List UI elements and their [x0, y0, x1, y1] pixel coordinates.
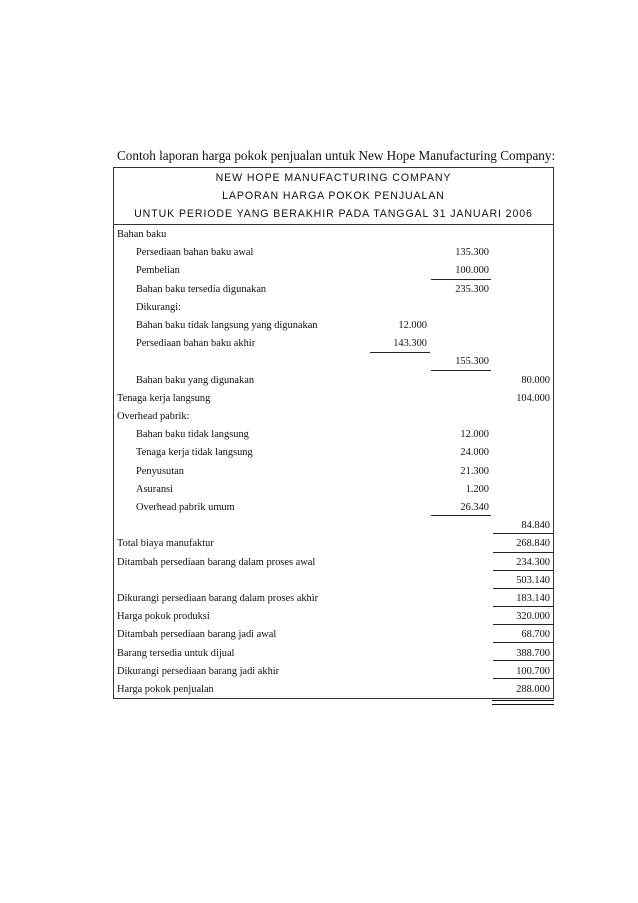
row-label: Bahan baku tersedia digunakan — [136, 283, 267, 295]
rule-line — [493, 606, 553, 607]
rule-line — [493, 624, 553, 625]
row-label: Penyusutan — [136, 465, 184, 477]
report-title: LAPORAN HARGA POKOK PENJUALAN — [222, 190, 445, 202]
report-period: UNTUK PERIODE YANG BERAKHIR PADA TANGGAL 31 JANUARI 2006 — [134, 208, 533, 220]
row-label: Asuransi — [136, 483, 173, 495]
row-value-c3: 80.000 — [521, 374, 550, 386]
row-label: Dikurangi persediaan barang jadi akhir — [117, 665, 280, 677]
row-value-c3: 104.000 — [516, 392, 550, 404]
caption: Contoh laporan harga pokok penjualan untuk New Hope Manufacturing Company: — [117, 148, 556, 163]
company-name: NEW HOPE MANUFACTURING COMPANY — [215, 172, 452, 184]
row-value-c2: 135.300 — [455, 247, 489, 259]
row-label: Ditambah persediaan barang dalam proses awal — [117, 556, 316, 568]
row-label: Harga pokok penjualan — [117, 684, 214, 695]
row-value-c2: 26.340 — [460, 502, 489, 513]
final-double-underline — [492, 700, 554, 705]
row-label: Overhead pabrik: — [117, 411, 190, 422]
row-label: Barang tersedia untuk dijual — [117, 647, 235, 659]
row-label: Pembelian — [136, 265, 180, 277]
row-value-c2: 155.300 — [455, 356, 489, 368]
rule-line — [431, 515, 491, 516]
row-value-c2: 21.300 — [460, 465, 489, 477]
row-label: Tenaga kerja langsung — [117, 392, 211, 404]
rule-line — [431, 279, 491, 280]
row-label: Bahan baku — [117, 229, 167, 240]
rule-line — [493, 570, 553, 571]
row-label: Dikurangi: — [136, 301, 182, 313]
row-value-c3: 503.140 — [516, 574, 550, 586]
row-value-c1: 12.000 — [398, 320, 427, 331]
row-value-c3: 183.140 — [516, 593, 550, 604]
row-value-c2: 100.000 — [455, 265, 489, 277]
row-value-c3: 320.000 — [516, 611, 550, 623]
report-box — [113, 167, 554, 699]
row-value-c3: 288.000 — [516, 684, 550, 695]
row-value-c3: 234.300 — [516, 556, 550, 568]
row-value-c3: 268.840 — [516, 538, 550, 550]
rule-line — [493, 660, 553, 661]
row-label: Dikurangi persediaan barang dalam proses akhir — [117, 593, 319, 604]
row-label: Total biaya manufaktur — [117, 538, 214, 550]
row-value-c2: 24.000 — [460, 447, 489, 459]
rule-line — [493, 552, 553, 553]
rule-line — [370, 352, 430, 353]
rule-line — [493, 678, 553, 679]
row-value-c3: 388.700 — [516, 647, 550, 659]
row-label: Harga pokok produksi — [117, 611, 210, 623]
row-label: Bahan baku yang digunakan — [136, 374, 255, 386]
row-value-c3: 100.700 — [516, 665, 550, 677]
row-label: Persediaan bahan baku awal — [136, 247, 254, 259]
row-label: Bahan baku tidak langsung yang digunakan — [136, 320, 318, 331]
row-value-c2: 1.200 — [465, 483, 489, 495]
rule-line — [493, 642, 553, 643]
row-value-c3: 68.700 — [521, 629, 550, 641]
rule-line — [493, 533, 553, 534]
row-value-c3: 84.840 — [521, 520, 550, 532]
row-value-c2: 235.300 — [455, 283, 489, 295]
row-value-c2: 12.000 — [460, 429, 489, 441]
row-value-c1: 143.300 — [393, 338, 427, 350]
rule-line — [493, 588, 553, 589]
header-divider — [114, 224, 553, 225]
row-label: Persediaan bahan baku akhir — [136, 338, 256, 350]
rule-line — [431, 370, 491, 371]
row-label: Bahan baku tidak langsung — [136, 429, 249, 441]
row-label: Tenaga kerja tidak langsung — [136, 447, 253, 459]
row-label: Ditambah persediaan barang jadi awal — [117, 629, 277, 641]
row-label: Overhead pabrik umum — [136, 502, 235, 513]
